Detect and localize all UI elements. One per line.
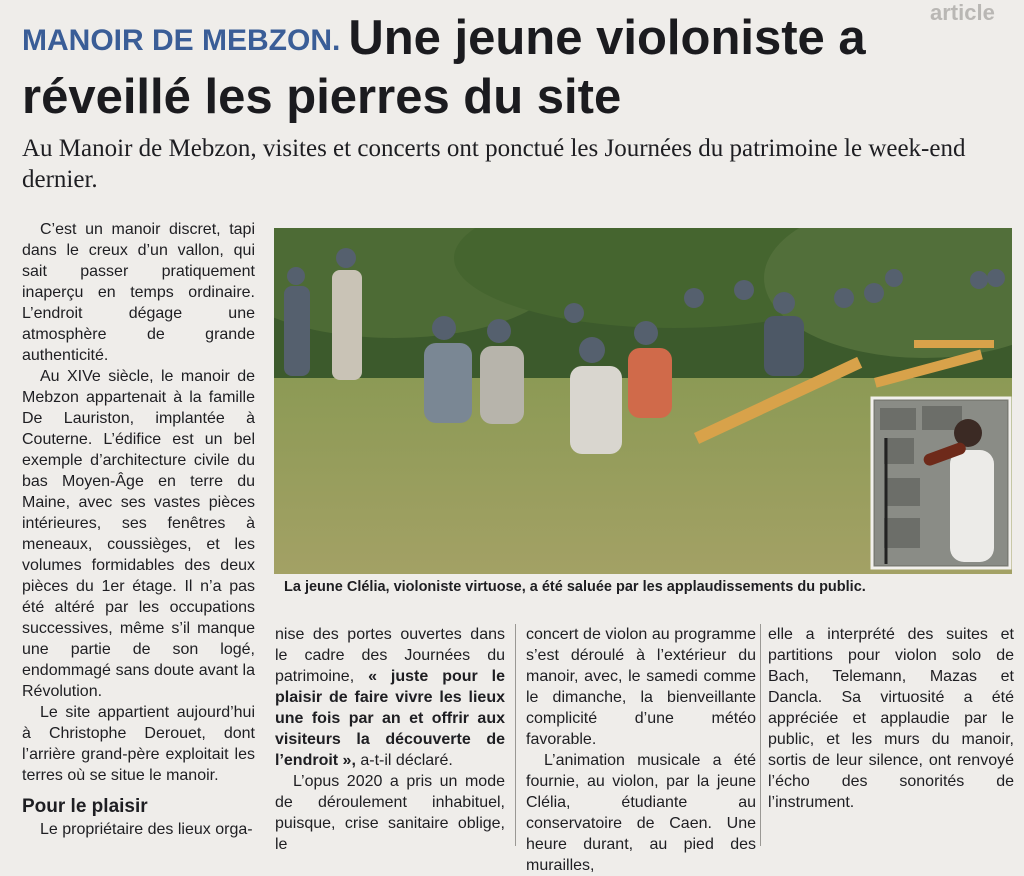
paragraph: Le propriétaire des lieux orga- [40,821,253,838]
column-rule [515,624,516,846]
text-column-4 [768,624,1014,813]
column-rule [760,624,761,846]
paragraph: elle a interprété des suites et partitions pour violon solo de Bach, Telemann, Mazas et Dancla. Sa virtuosité a été appréciée et applaudie par le public, et les murs du manoir, sortis de leur silence, ont renvoyé l’écho des sonorités de l’instrument. [768,626,1014,811]
photo-concert [274,228,1012,574]
paragraph: Le site appartient aujourd’hui à Christophe Derouet, dont l’arrière grand-père exploitait les terres où se situe le manoir. [22,704,255,784]
paragraph: L’animation musicale a été fournie, au violon, par la jeune Clélia, étudiante au conservatoire de Caen. Une heure durant, au pied des murailles, [526,752,756,874]
text-column-1 [22,219,255,840]
photo-caption: La jeune Clélia, violoniste virtuose, a été saluée par les applaudissements du public. [284,579,866,595]
paragraph: C’est un manoir discret, tapi dans le creux d’un vallon, qui sait passer pratiquement inaperçu en temps ordinaire. L’endroit dégage une atmosphère de grande authenticité. [22,221,255,364]
paragraph-text: nise des portes ouvertes dans le cadre des Journées du patrimoine, [275,626,505,685]
kicker: MANOIR DE MEBZON. [22,24,341,57]
text-column-2 [275,624,505,855]
photo-illustration [274,228,1012,574]
paragraph [275,624,505,771]
text-column-3 [526,624,756,876]
headline-text: Une jeune violoniste a réveillé les pierres du site [22,11,866,124]
paragraph: concert de violon au programme s’est déroulé à l’extérieur du manoir, avec, le samedi comme le dimanche, la bienveillante complicité d’une météo favorable. [526,626,756,748]
quote: « juste pour le plaisir de faire vivre les lieux une fois par an et offrir aux visiteurs la découverte de l’endroit », [275,668,506,769]
paragraph-text: a-t-il déclaré. [360,752,453,769]
bleed-through-text: article [930,0,995,25]
standfirst: Au Manoir de Mebzon, visites et concerts ont ponctué les Journées du patrimoine le week-end dernier. [22,135,966,193]
headline [22,10,922,125]
subhead: Pour le plaisir [22,796,148,817]
paragraph: Au XIVe siècle, le manoir de Mebzon appartenait à la famille De Lauriston, implantée à Couterne. L’édifice est un bel exemple d’architecture civile du bas Moyen-Âge en terre du Maine, avec ses vastes pièces intérieures, ses fenêtres à meneaux, coussièges, et les volumes formidables des deux pièces du 1er étage. Il n’a pas été altéré par les occupations successives, même s’il manque une partie de son logé, endommagé sans doute avant la Révolution. [22,368,255,700]
paragraph: L’opus 2020 a pris un mode de déroulement inhabituel, puisque, crise sanitaire oblige, le [275,773,505,853]
